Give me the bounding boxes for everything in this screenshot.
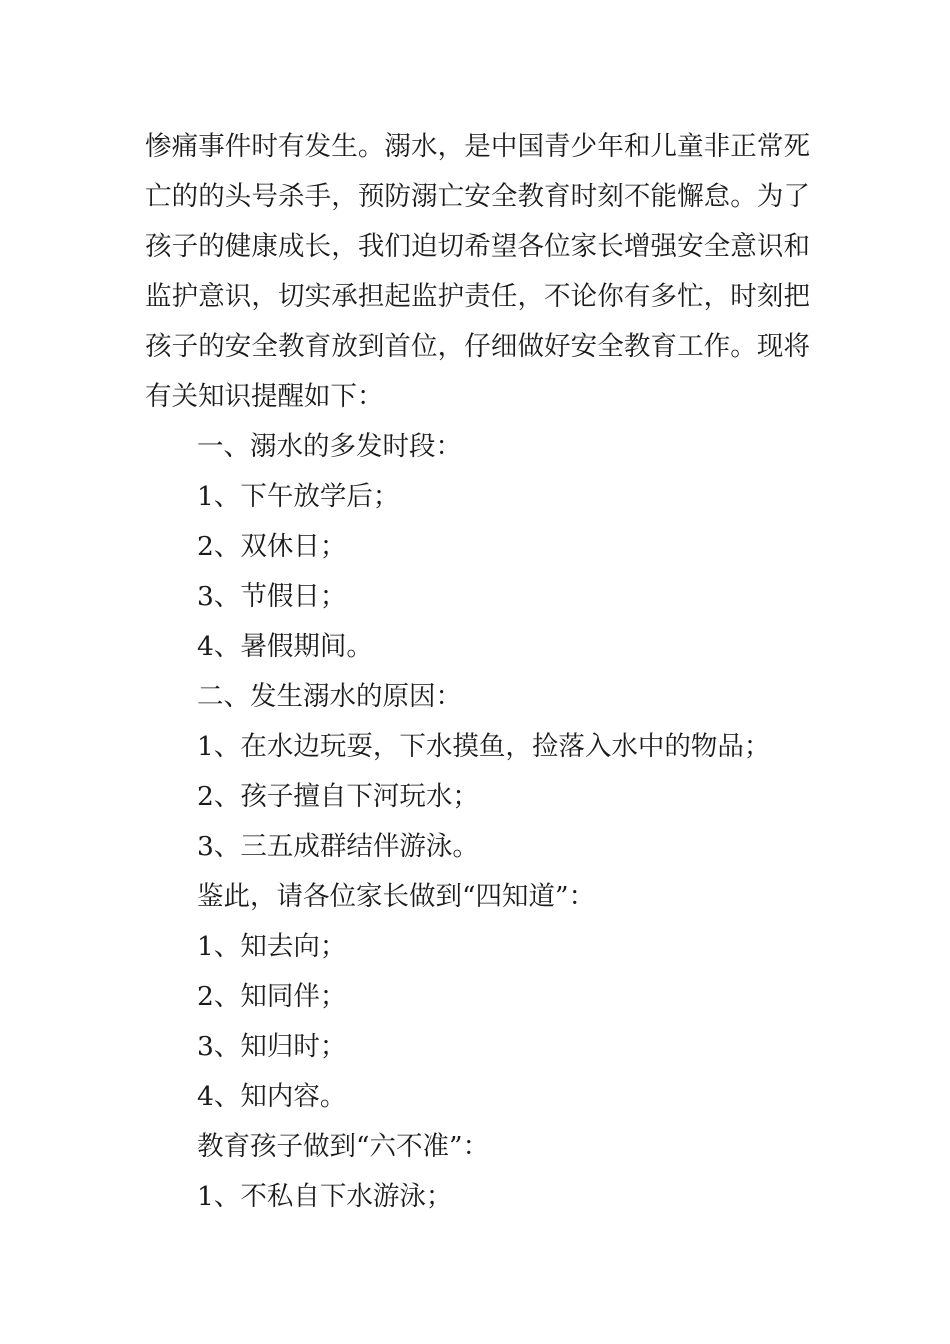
list-item: 1、不私自下水游泳； bbox=[197, 1181, 453, 1212]
list-item: 1、在水边玩耍，下水摸鱼，捡落入水中的物品； bbox=[197, 731, 771, 762]
list-item: 2、知同伴； bbox=[197, 981, 347, 1012]
list-item: 2、孩子擅自下河玩水； bbox=[197, 781, 479, 812]
document-body bbox=[145, 122, 810, 1222]
list-item: 4、知内容。 bbox=[197, 1081, 347, 1112]
list-item: 3、知归时； bbox=[197, 1031, 347, 1062]
section-heading-causes: 二、发生溺水的原因： bbox=[197, 681, 462, 712]
list-item: 2、双休日； bbox=[197, 531, 347, 562]
intro-paragraph: 惨痛事件时有发生。溺水，是中国青少年和儿童非正常死亡的的头号杀手，预防溺亡安全教育时刻不能懈怠。为了孩子的健康成长，我们迫切希望各位家长增强安全意识和监护意识，切实承担起监护责任，不论你有多忙，时刻把孩子的安全教育放到首位，仔细做好安全教育工作。现将有关知识提醒如下： bbox=[145, 131, 810, 412]
section-heading-six-nots: 教育孩子做到“六不准”： bbox=[197, 1131, 490, 1162]
section-heading-peak-times: 一、溺水的多发时段： bbox=[197, 431, 462, 462]
section-heading-four-knows: 鉴此，请各位家长做到“四知道”： bbox=[197, 881, 596, 912]
list-item: 1、知去向； bbox=[197, 931, 347, 962]
list-item: 4、暑假期间。 bbox=[197, 631, 373, 662]
list-item: 3、节假日； bbox=[197, 581, 347, 612]
list-item: 1、下午放学后； bbox=[197, 481, 400, 512]
list-item: 3、三五成群结伴游泳。 bbox=[197, 831, 479, 862]
